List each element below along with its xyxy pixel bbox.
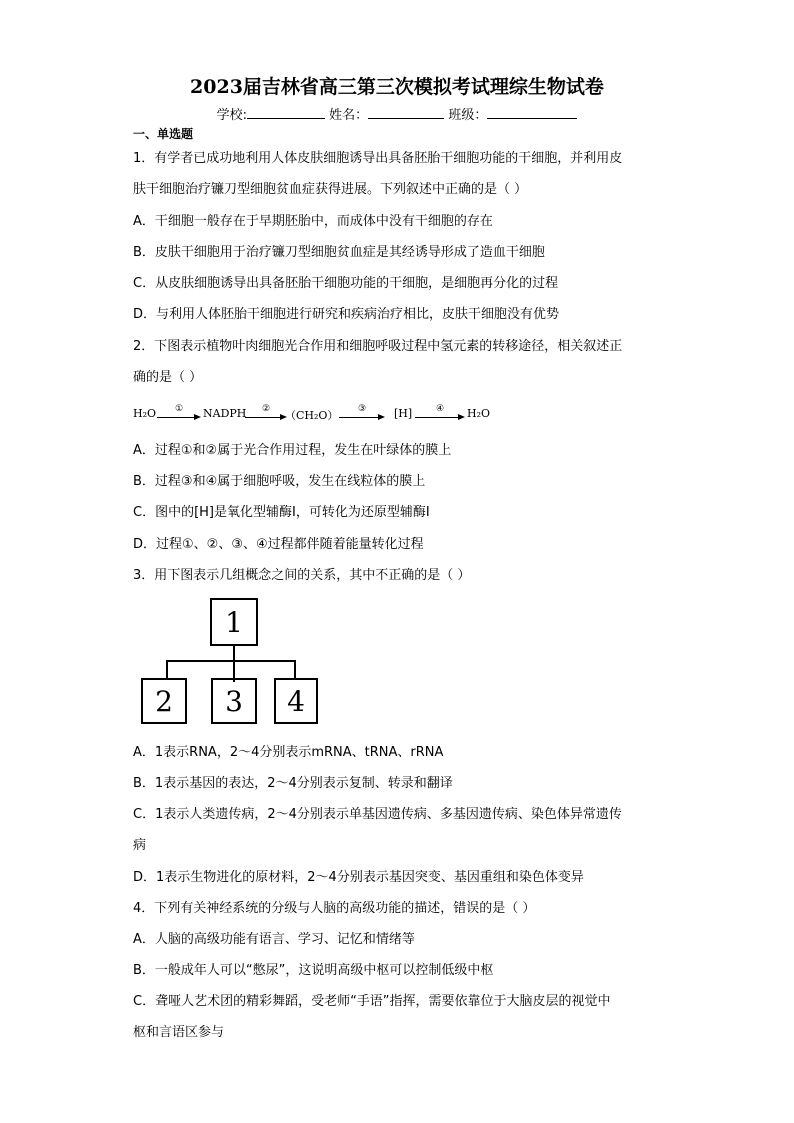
q3-option-d: D．1表示生物进化的原材料，2～4分别表示基因突变、基因重组和染色体变异 <box>133 870 584 885</box>
concept-box-1: 1 <box>210 598 258 646</box>
flow-arrow-2 <box>245 404 287 420</box>
q1-option-d: D．与利用人体胚胎干细胞进行研究和疾病治疗相比，皮肤干细胞没有优势 <box>133 307 560 322</box>
q3-option-c-line1: C．1表示人类遗传病，2～4分别表示单基因遗传病、多基因遗传病、染色体异常遗传 <box>133 807 622 822</box>
flow-arrow-1 <box>157 404 201 420</box>
flow-node-ch2o: （CH₂O） <box>285 409 339 422</box>
flow-step-1-label: ① <box>174 404 184 414</box>
flow-node-h2o-start: H₂O <box>133 407 157 420</box>
page-title: 2023届吉林省高三第三次模拟考试理综生物试卷 <box>190 76 604 98</box>
q4-option-a: A．人脑的高级功能有语言、学习、记忆和情绪等 <box>133 932 415 947</box>
concept-box-3: 3 <box>211 678 257 724</box>
q2-stem-line2: 确的是（ ） <box>133 370 203 385</box>
name-label: 姓名： <box>329 108 369 123</box>
flow-arrow-3 <box>339 404 385 420</box>
hydrogen-transfer-flow <box>133 404 553 426</box>
class-blank[interactable] <box>487 106 577 119</box>
tree-right-drop <box>294 660 296 680</box>
q3-option-a: A．1表示RNA，2～4分别表示mRNA、tRNA、rRNA <box>133 745 444 760</box>
student-info-line <box>0 104 794 123</box>
flow-node-nadph: NADPH <box>203 407 247 420</box>
q1-option-c: C．从皮肤细胞诱导出具备胚胎干细胞功能的干细胞，是细胞再分化的过程 <box>133 276 559 291</box>
q2-option-a: A．过程①和②属于光合作用过程，发生在叶绿体的膜上 <box>133 443 452 458</box>
flow-node-h2o-end: H₂O <box>467 407 491 420</box>
q4-option-c-line2: 枢和言语区参与 <box>133 1025 225 1040</box>
tree-trunk-line <box>233 646 235 682</box>
section-heading: 一、单选题 <box>133 127 194 141</box>
flow-node-h: [H] <box>394 407 413 420</box>
tree-branch-line <box>166 660 296 662</box>
school-blank[interactable] <box>247 106 325 119</box>
q1-option-a: A．干细胞一般存在于早期胚胎中，而成体中没有干细胞的存在 <box>133 214 493 229</box>
flow-step-3-label: ③ <box>357 404 367 414</box>
flow-step-2-label: ② <box>261 404 271 414</box>
q1-stem-line1: 1．有学者已成功地利用人体皮肤细胞诱导出具备胚胎干细胞功能的干细胞，并利用皮 <box>133 151 623 166</box>
q4-stem: 4．下列有关神经系统的分级与人脑的高级功能的描述，错误的是（ ） <box>133 901 536 916</box>
q2-stem-line1: 2．下图表示植物叶肉细胞光合作用和细胞呼吸过程中氢元素的转移途径，相关叙述正 <box>133 339 623 354</box>
q3-stem: 3．用下图表示几组概念之间的关系，其中不正确的是（ ） <box>133 568 471 583</box>
class-label: 班级： <box>448 108 488 123</box>
q1-option-b: B．皮肤干细胞用于治疗镰刀型细胞贫血症是其经诱导形成了造血干细胞 <box>133 245 545 260</box>
school-label: 学校: <box>216 108 248 123</box>
q4-option-b: B．一般成年人可以“憋尿”，这说明高级中枢可以控制低级中枢 <box>133 963 494 978</box>
q3-option-b: B．1表示基因的表达，2～4分别表示复制、转录和翻译 <box>133 776 453 791</box>
name-blank[interactable] <box>368 106 444 119</box>
q1-stem-line2: 肤干细胞治疗镰刀型细胞贫血症获得进展。下列叙述中正确的是（ ） <box>133 182 528 197</box>
concept-box-4: 4 <box>274 678 318 724</box>
flow-arrow-4 <box>415 404 465 420</box>
concept-tree-diagram <box>138 598 320 726</box>
flow-step-4-label: ④ <box>435 404 445 414</box>
q2-option-d: D．过程①、②、③、④过程都伴随着能量转化过程 <box>133 537 424 552</box>
tree-left-drop <box>166 660 168 680</box>
concept-box-2: 2 <box>141 678 187 724</box>
q3-option-c-line2: 病 <box>133 838 147 853</box>
q2-option-c: C．图中的[H]是氧化型辅酶Ⅰ，可转化为还原型辅酶Ⅰ <box>133 505 430 520</box>
q2-option-b: B．过程③和④属于细胞呼吸，发生在线粒体的膜上 <box>133 474 426 489</box>
q4-option-c-line1: C．聋哑人艺术团的精彩舞蹈，受老师“手语”指挥，需要依靠位于大脑皮层的视觉中 <box>133 994 611 1009</box>
